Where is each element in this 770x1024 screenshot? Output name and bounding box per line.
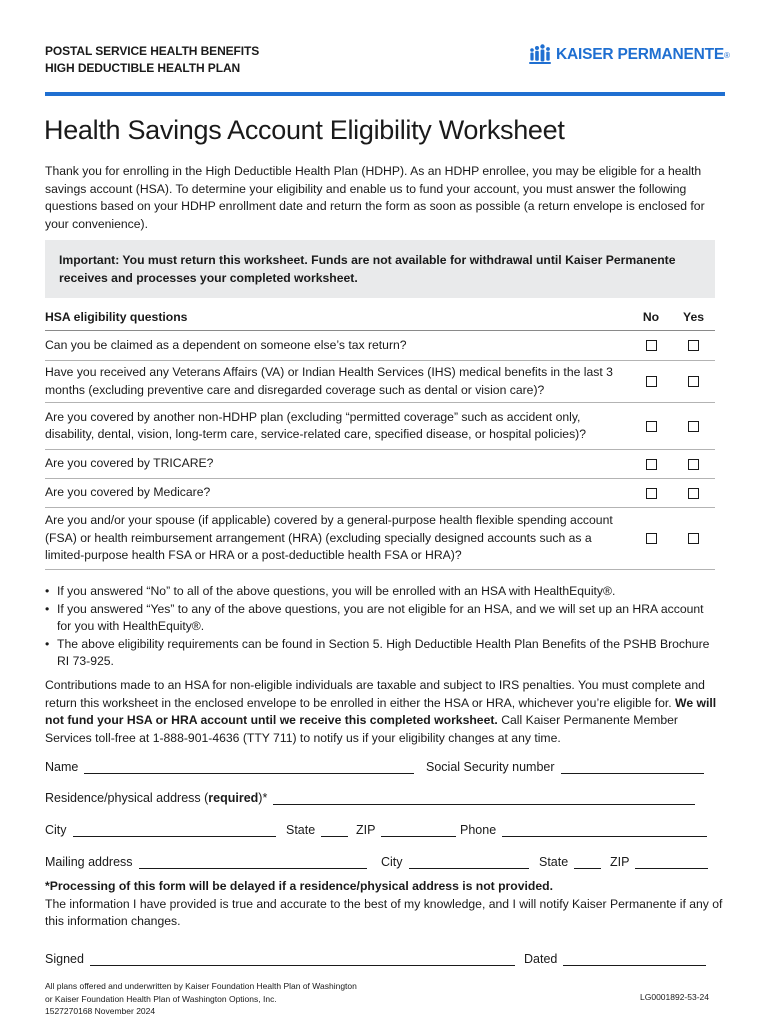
yes-checkbox[interactable]	[688, 533, 699, 544]
mailing-field-row	[45, 855, 367, 869]
footer-line2: or Kaiser Foundation Health Plan of Washington Options, Inc.	[45, 993, 277, 1004]
ssn-input-line[interactable]	[561, 762, 704, 774]
question-text: Are you covered by Medicare?	[45, 485, 211, 500]
table-row	[45, 450, 715, 479]
zip-label: ZIP	[356, 823, 376, 837]
yes-checkbox[interactable]	[688, 421, 699, 432]
contrib-text-1: Contributions made to an HSA for non-eligible individuals are taxable and subject to IRS penalties. You must complete and return this worksheet in the enclosed envelope to be enrolled in either the HSA or HRA, whichever you’re eligible for.	[45, 678, 705, 710]
signed-field-row	[45, 952, 515, 966]
state-label: State	[286, 823, 316, 837]
name-label: Name	[45, 760, 79, 774]
zip2-field-row	[610, 855, 708, 869]
intro-paragraph: Thank you for enrolling in the High Deductible Health Plan (HDHP). As an HDHP enrollee, you may be eligible for a health savings account (HSA). To determine your eligibility and enable us to fund your account, you must answer the following questions based on your HDHP enrollment date and return the form as soon as possible (a return envelope is enclosed for your convenience).	[45, 164, 705, 231]
questions-column-header: HSA eligibility questions	[45, 309, 188, 324]
state2-input-line[interactable]	[574, 857, 601, 869]
eligibility-bullets	[45, 583, 715, 671]
zip-input-line[interactable]	[381, 825, 456, 837]
question-text: Have you received any Veterans Affairs (VA) or Indian Health Services (IHS) medical benefits in the last 3 months (excluding preventive care and disregarded coverage such as dental or vision care)?	[45, 365, 613, 397]
mailing-input-line[interactable]	[139, 857, 367, 869]
table-row	[45, 361, 715, 403]
state2-field-row	[539, 855, 601, 869]
list-item: • If you answered “No” to all of the above questions, you will be enrolled with an HSA with HealthEquity®.	[45, 583, 715, 601]
name-input-line[interactable]	[84, 762, 414, 774]
phone-input-line[interactable]	[502, 825, 707, 837]
footer-line1: All plans offered and underwritten by Kaiser Foundation Health Plan of Washington	[45, 981, 357, 991]
residence-label	[45, 791, 267, 805]
residence-input-line[interactable]	[273, 793, 695, 805]
no-checkbox[interactable]	[646, 421, 657, 432]
no-column-header: No	[642, 309, 660, 324]
no-checkbox[interactable]	[646, 533, 657, 544]
no-checkbox[interactable]	[646, 459, 657, 470]
contrib-text-2: Call Kaiser Permanente Member Services toll-free at 1-888-901-4636 (TTY 711) to notify us if your eligibility changes at any time.	[45, 713, 678, 745]
city-field-row	[45, 823, 276, 837]
kaiser-permanente-logo	[528, 44, 730, 66]
kp-people-icon	[528, 44, 552, 66]
date-input-line[interactable]	[563, 954, 706, 966]
city-label: City	[45, 823, 67, 837]
bullet-text: If you answered “No” to all of the above questions, you will be enrolled with an HSA with HealthEquity®.	[57, 584, 616, 598]
plan-header	[45, 43, 259, 77]
name-field-row	[45, 760, 414, 774]
table-row	[45, 331, 715, 361]
header-rule	[45, 92, 725, 96]
question-text: Can you be claimed as a dependent on someone else’s tax return?	[45, 337, 407, 352]
form-code: LG0001892-53-24	[640, 992, 710, 1002]
table-header	[45, 303, 715, 331]
residence-field-row	[45, 791, 695, 805]
yes-checkbox[interactable]	[688, 340, 699, 351]
question-text: Are you covered by another non-HDHP plan (excluding “permitted coverage” such as accident only, disability, dental, vision, long-term care, service-related care, specified disease, or hospital policies)?	[45, 409, 587, 441]
residence-label-end: )*	[258, 791, 268, 805]
residence-label-text: Residence/physical address (	[45, 791, 209, 805]
ssn-label: Social Security number	[426, 760, 555, 774]
plan-header-line2: HIGH DEDUCTIBLE HEALTH PLAN	[45, 61, 241, 75]
city-input-line[interactable]	[73, 825, 276, 837]
no-checkbox[interactable]	[646, 376, 657, 387]
signed-label: Signed	[45, 952, 84, 966]
yes-checkbox[interactable]	[688, 459, 699, 470]
city2-field-row	[381, 855, 529, 869]
logo-wordmark: KAISER PERMANENTE	[556, 46, 724, 63]
mailing-label: Mailing address	[45, 855, 133, 869]
processing-warning: *Processing of this form will be delayed if a residence/physical address is not provided.	[45, 879, 553, 893]
footer-line3: 1527270168 November 2024	[45, 1006, 156, 1016]
state-field-row	[286, 823, 348, 837]
phone-field-row	[460, 823, 707, 837]
plan-header-line1: POSTAL SERVICE HEALTH BENEFITS	[45, 44, 260, 58]
footer-disclaimer	[45, 980, 357, 1018]
logo-registered: ®	[723, 50, 730, 60]
zip2-label: ZIP	[610, 855, 630, 869]
eligibility-table	[45, 303, 715, 570]
bullet-text: If you answered “Yes” to any of the above questions, you are not eligible for an HSA, and we will set up an HRA account for you with HealthEquity®.	[57, 601, 704, 633]
contrib-bold: We will not fund your HSA or HRA account until we receive this completed worksheet.	[45, 695, 717, 727]
yes-checkbox[interactable]	[688, 488, 699, 499]
dated-field-row	[524, 952, 706, 966]
zip-field-row	[356, 823, 456, 837]
yes-column-header: Yes	[682, 309, 704, 324]
city2-label: City	[381, 855, 403, 869]
table-row	[45, 479, 715, 508]
important-notice: Important: You must return this worksheet. Funds are not available for withdrawal until Kaiser Permanente receives and processes your completed worksheet.	[45, 240, 715, 298]
phone-label: Phone	[460, 823, 497, 837]
no-checkbox[interactable]	[646, 340, 657, 351]
bullet-text: The above eligibility requirements can be found in Section 5. High Deductible Health Plan Benefits of the PSHB Brochure RI 73-925.	[57, 636, 710, 668]
state2-label: State	[539, 855, 569, 869]
dated-label: Dated	[524, 952, 558, 966]
ssn-field-row	[426, 760, 704, 774]
table-row	[45, 508, 715, 570]
attestation-text: The information I have provided is true and accurate to the best of my knowledge, and I will notify Kaiser Permanente if any of this information changes.	[45, 896, 723, 928]
processing-note	[45, 878, 725, 931]
page-title: Health Savings Account Eligibility Worksheet	[44, 115, 565, 145]
question-text: Are you covered by TRICARE?	[45, 456, 214, 471]
list-item: • The above eligibility requirements can be found in Section 5. High Deductible Health Plan Benefits of the PSHB Brochure RI 73-925.	[45, 636, 715, 671]
table-row	[45, 403, 715, 450]
list-item: • If you answered “Yes” to any of the above questions, you are not eligible for an HSA, and we will set up an HRA account for you with HealthEquity®.	[45, 601, 715, 636]
required-label: required	[208, 791, 259, 805]
contributions-paragraph	[45, 677, 720, 747]
state-input-line[interactable]	[321, 825, 348, 837]
no-checkbox[interactable]	[646, 488, 657, 499]
signature-input-line[interactable]	[90, 954, 515, 966]
question-text: Are you and/or your spouse (if applicable) covered by a general-purpose health flexible spending account (FSA) or health reimbursement arrangement (HRA) (excluding specially designed accounts such as a limited-purpose health FSA or HRA or a post-deductible health FSA or HRA)?	[45, 513, 613, 563]
yes-checkbox[interactable]	[688, 376, 699, 387]
city2-input-line[interactable]	[409, 857, 529, 869]
zip2-input-line[interactable]	[635, 857, 708, 869]
